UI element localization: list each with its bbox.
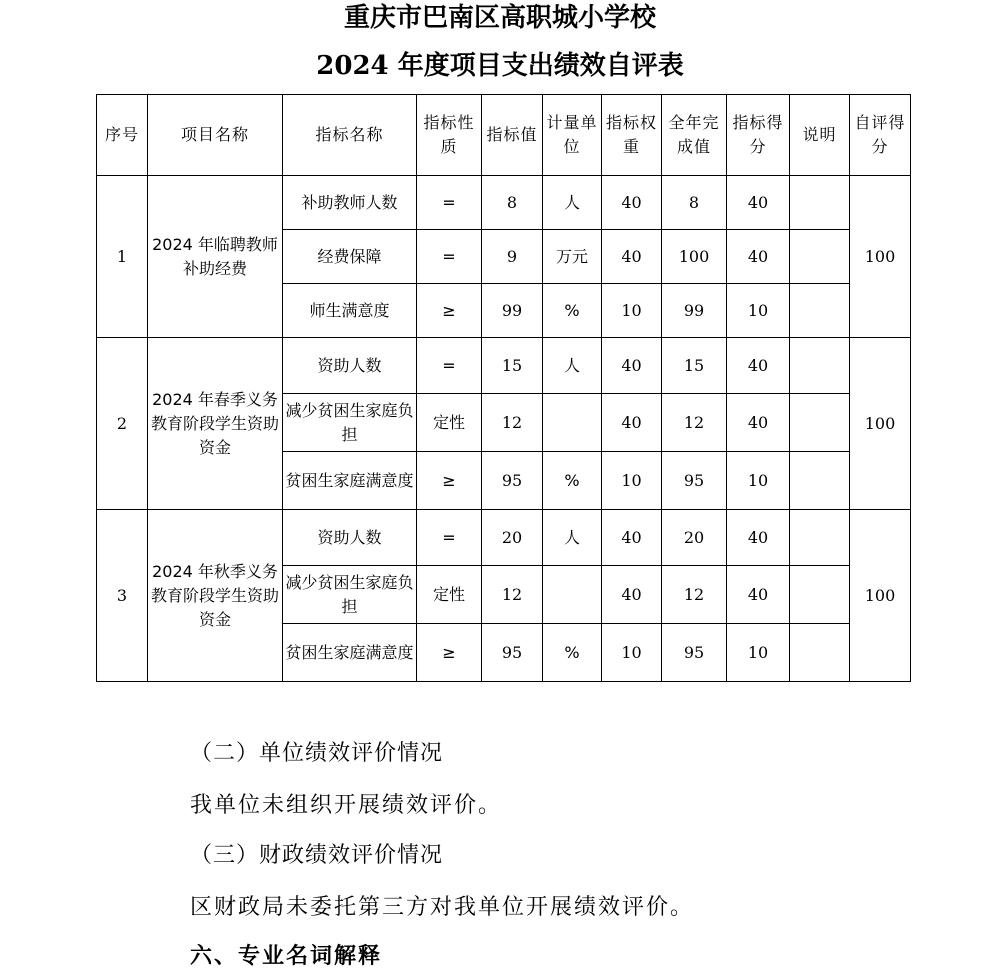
indicator-value: 12 bbox=[482, 566, 543, 624]
header-actual: 全年完成值 bbox=[662, 95, 727, 176]
indicator-score: 40 bbox=[727, 230, 790, 284]
indicator-score: 10 bbox=[727, 624, 790, 682]
header-score: 指标得分 bbox=[727, 95, 790, 176]
glossary-heading: 六、专业名词解释 bbox=[190, 943, 383, 969]
indicator-actual: 100 bbox=[662, 230, 727, 284]
project-self-score: 100 bbox=[850, 510, 911, 682]
indicator-name: 资助人数 bbox=[283, 338, 417, 394]
indicator-score: 10 bbox=[727, 284, 790, 338]
indicator-weight: 40 bbox=[602, 230, 662, 284]
indicator-score: 40 bbox=[727, 566, 790, 624]
finance-eval-text: 区财政局未委托第三方对我单位开展绩效评价。 bbox=[190, 895, 695, 920]
indicator-weight: 10 bbox=[602, 624, 662, 682]
indicator-note bbox=[790, 284, 850, 338]
table-row bbox=[97, 176, 911, 230]
indicator-note bbox=[790, 230, 850, 284]
project-no: 1 bbox=[97, 176, 148, 338]
indicator-nature: 定性 bbox=[417, 394, 482, 452]
indicator-note bbox=[790, 510, 850, 566]
indicator-value: 95 bbox=[482, 452, 543, 510]
header-note: 说明 bbox=[790, 95, 850, 176]
indicator-value: 12 bbox=[482, 394, 543, 452]
document-subtitle: 2024 年度项目支出绩效自评表 bbox=[316, 51, 684, 81]
indicator-note bbox=[790, 176, 850, 230]
indicator-actual: 12 bbox=[662, 566, 727, 624]
project-no: 2 bbox=[97, 338, 148, 510]
indicator-value: 99 bbox=[482, 284, 543, 338]
indicator-name: 补助教师人数 bbox=[283, 176, 417, 230]
indicator-actual: 99 bbox=[662, 284, 727, 338]
indicator-unit: % bbox=[543, 284, 602, 338]
indicator-note bbox=[790, 624, 850, 682]
indicator-note bbox=[790, 566, 850, 624]
indicator-nature: 定性 bbox=[417, 566, 482, 624]
project-name: 2024 年临聘教师补助经费 bbox=[148, 176, 283, 338]
indicator-note bbox=[790, 394, 850, 452]
header-project-name: 项目名称 bbox=[148, 95, 283, 176]
indicator-score: 40 bbox=[727, 338, 790, 394]
indicator-name: 减少贫困生家庭负担 bbox=[283, 394, 417, 452]
indicator-actual: 15 bbox=[662, 338, 727, 394]
indicator-weight: 10 bbox=[602, 284, 662, 338]
indicator-score: 40 bbox=[727, 510, 790, 566]
header-weight: 指标权重 bbox=[602, 95, 662, 176]
indicator-nature: = bbox=[417, 176, 482, 230]
indicator-note bbox=[790, 452, 850, 510]
indicator-nature: = bbox=[417, 510, 482, 566]
project-no: 3 bbox=[97, 510, 148, 682]
project-name: 2024 年春季义务教育阶段学生资助资金 bbox=[148, 338, 283, 510]
indicator-weight: 40 bbox=[602, 510, 662, 566]
indicator-unit: 人 bbox=[543, 338, 602, 394]
indicator-value: 95 bbox=[482, 624, 543, 682]
indicator-value: 20 bbox=[482, 510, 543, 566]
indicator-unit: % bbox=[543, 624, 602, 682]
indicator-actual: 95 bbox=[662, 624, 727, 682]
indicator-weight: 10 bbox=[602, 452, 662, 510]
unit-eval-text: 我单位未组织开展绩效评价。 bbox=[190, 793, 503, 818]
indicator-weight: 40 bbox=[602, 176, 662, 230]
indicator-nature: = bbox=[417, 338, 482, 394]
header-no: 序号 bbox=[97, 95, 148, 176]
indicator-actual: 20 bbox=[662, 510, 727, 566]
project-self-score: 100 bbox=[850, 176, 911, 338]
indicator-nature: ≥ bbox=[417, 452, 482, 510]
indicator-nature: ≥ bbox=[417, 624, 482, 682]
finance-eval-heading: （三）财政绩效评价情况 bbox=[190, 843, 444, 868]
project-self-score: 100 bbox=[850, 338, 911, 510]
indicator-name: 贫困生家庭满意度 bbox=[283, 624, 417, 682]
indicator-unit: 人 bbox=[543, 510, 602, 566]
indicator-nature: ≥ bbox=[417, 284, 482, 338]
indicator-actual: 8 bbox=[662, 176, 727, 230]
project-name: 2024 年秋季义务教育阶段学生资助资金 bbox=[148, 510, 283, 682]
indicator-name: 师生满意度 bbox=[283, 284, 417, 338]
indicator-score: 40 bbox=[727, 394, 790, 452]
indicator-note bbox=[790, 338, 850, 394]
header-value: 指标值 bbox=[482, 95, 543, 176]
table-row bbox=[97, 338, 911, 394]
header-self-score: 自评得分 bbox=[850, 95, 911, 176]
indicator-value: 9 bbox=[482, 230, 543, 284]
indicator-name: 资助人数 bbox=[283, 510, 417, 566]
table-header-row bbox=[97, 95, 911, 176]
indicator-weight: 40 bbox=[602, 338, 662, 394]
indicator-unit: % bbox=[543, 452, 602, 510]
indicator-score: 10 bbox=[727, 452, 790, 510]
indicator-nature: = bbox=[417, 230, 482, 284]
indicator-name: 减少贫困生家庭负担 bbox=[283, 566, 417, 624]
indicator-unit bbox=[543, 394, 602, 452]
indicator-weight: 40 bbox=[602, 394, 662, 452]
header-unit: 计量单位 bbox=[543, 95, 602, 176]
indicator-unit bbox=[543, 566, 602, 624]
indicator-weight: 40 bbox=[602, 566, 662, 624]
indicator-unit: 人 bbox=[543, 176, 602, 230]
indicator-actual: 12 bbox=[662, 394, 727, 452]
indicator-score: 40 bbox=[727, 176, 790, 230]
document-title: 重庆市巴南区高职城小学校 bbox=[343, 3, 656, 33]
indicator-value: 8 bbox=[482, 176, 543, 230]
indicator-value: 15 bbox=[482, 338, 543, 394]
indicator-name: 贫困生家庭满意度 bbox=[283, 452, 417, 510]
header-indicator-name: 指标名称 bbox=[283, 95, 417, 176]
performance-table bbox=[96, 94, 911, 682]
table-row bbox=[97, 510, 911, 566]
header-nature: 指标性质 bbox=[417, 95, 482, 176]
indicator-name: 经费保障 bbox=[283, 230, 417, 284]
unit-eval-heading: （二）单位绩效评价情况 bbox=[190, 741, 444, 766]
indicator-unit: 万元 bbox=[543, 230, 602, 284]
indicator-actual: 95 bbox=[662, 452, 727, 510]
